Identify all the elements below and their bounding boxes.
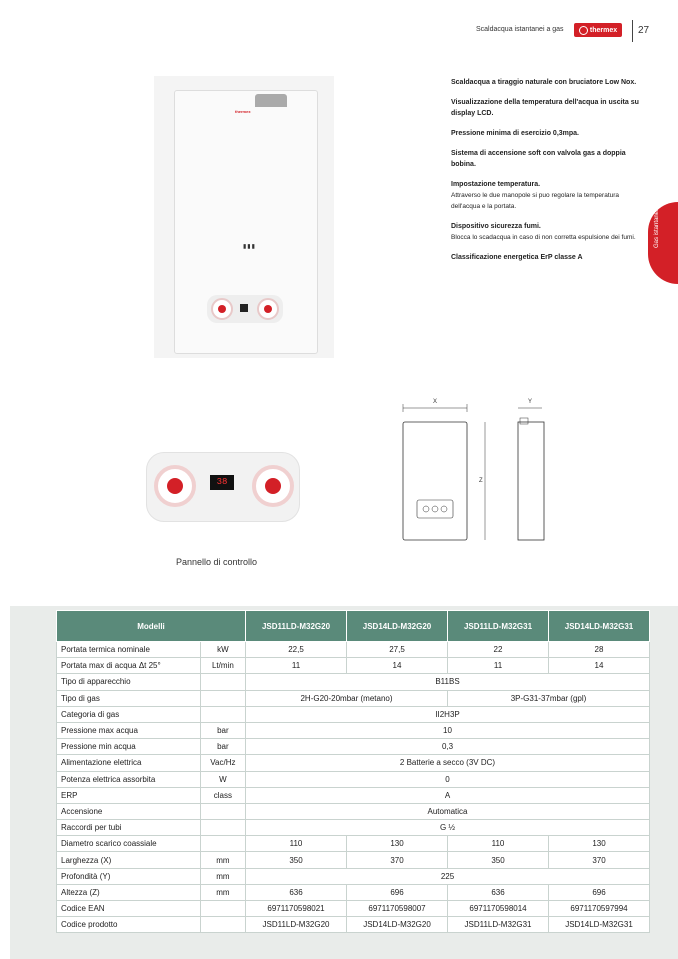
table-header: JSD14LD-M32G31 xyxy=(549,611,650,642)
table-cell: G ½ xyxy=(246,820,650,836)
temperature-knob-icon xyxy=(211,298,233,320)
section-title: Scaldacqua istantanei a gas xyxy=(476,26,564,33)
feature-item xyxy=(451,128,641,139)
row-label: Codice prodotto xyxy=(57,917,201,933)
table-cell: 3P-G31-37mbar (gpl) xyxy=(448,690,650,706)
table-cell: 0,3 xyxy=(246,739,650,755)
feature-item xyxy=(451,148,641,170)
table-cell: 6971170598021 xyxy=(246,901,347,917)
table-cell: II2H3P xyxy=(246,706,650,722)
row-unit xyxy=(200,690,245,706)
row-label: Tipo di apparecchio xyxy=(57,674,201,690)
feature-text: Attraverso le due manopole si puo regolare la temperatura dell'acqua e la portata. xyxy=(451,192,620,210)
row-unit: mm xyxy=(200,884,245,900)
table-cell: 370 xyxy=(347,852,448,868)
row-unit xyxy=(200,820,245,836)
row-unit xyxy=(200,674,245,690)
table-cell: 130 xyxy=(549,836,650,852)
row-label: Portata termica nominale xyxy=(57,642,201,658)
logo-mark-icon xyxy=(579,26,588,35)
table-cell: 130 xyxy=(347,836,448,852)
table-cell: 370 xyxy=(549,852,650,868)
table-row xyxy=(57,706,650,722)
row-label: Raccordi per tubi xyxy=(57,820,201,836)
table-row xyxy=(57,642,650,658)
row-unit: bar xyxy=(200,739,245,755)
table-cell: 0 xyxy=(246,771,650,787)
table-row xyxy=(57,803,650,819)
table-cell: 636 xyxy=(448,884,549,900)
table-cell: Automatica xyxy=(246,803,650,819)
spec-table xyxy=(56,610,650,933)
row-label: Potenza elettrica assorbita xyxy=(57,771,201,787)
table-cell: 696 xyxy=(347,884,448,900)
feature-item xyxy=(451,252,641,263)
table-cell: 2 Batterie a secco (3V DC) xyxy=(246,755,650,771)
row-unit: mm xyxy=(200,868,245,884)
technical-drawing xyxy=(395,396,500,556)
feature-title: Scaldacqua a tiraggio naturale con bruciatore Low Nox. xyxy=(451,79,637,86)
row-label: Portata max di acqua Δt 25° xyxy=(57,658,201,674)
row-unit: bar xyxy=(200,722,245,738)
table-cell: JSD14LD-M32G31 xyxy=(549,917,650,933)
row-unit: mm xyxy=(200,852,245,868)
table-cell: 6971170597994 xyxy=(549,901,650,917)
table-cell: 11 xyxy=(448,658,549,674)
table-row xyxy=(57,852,650,868)
feature-title: Dispositivo sicurezza fumi. xyxy=(451,223,541,230)
table-row xyxy=(57,690,650,706)
table-row xyxy=(57,658,650,674)
table-cell: 27,5 xyxy=(347,642,448,658)
row-label: Altezza (Z) xyxy=(57,884,201,900)
feature-title: Sistema di accensione soft con valvola gas a doppia bobina. xyxy=(451,150,626,168)
row-unit xyxy=(200,917,245,933)
table-cell: 350 xyxy=(246,852,347,868)
table-cell: 22 xyxy=(448,642,549,658)
table-cell: 696 xyxy=(549,884,650,900)
table-header: JSD11LD-M32G31 xyxy=(448,611,549,642)
table-cell: A xyxy=(246,787,650,803)
row-label: Accensione xyxy=(57,803,201,819)
row-unit xyxy=(200,836,245,852)
feature-item xyxy=(451,77,641,88)
row-label: Categoria di gas xyxy=(57,706,201,722)
table-cell: 22,5 xyxy=(246,642,347,658)
table-cell: JSD11LD-M32G31 xyxy=(448,917,549,933)
feature-item xyxy=(451,221,641,243)
dim-x-label: X xyxy=(432,399,438,405)
feature-text: Blocca lo scadacqua in caso di non corretta espulsione dei fumi. xyxy=(451,234,636,241)
table-row xyxy=(57,755,650,771)
row-unit: Lt/min xyxy=(200,658,245,674)
feature-list xyxy=(451,77,641,272)
row-unit: kW xyxy=(200,642,245,658)
table-row xyxy=(57,820,650,836)
table-row xyxy=(57,739,650,755)
side-tab-label: Gas istantanei xyxy=(654,209,660,248)
table-cell: B11BS xyxy=(246,674,650,690)
table-header: Modelli xyxy=(57,611,246,642)
row-unit: class xyxy=(200,787,245,803)
vent-slots: ▮▮▮ xyxy=(243,244,256,250)
control-panel-caption: Pannello di controllo xyxy=(176,557,258,567)
table-cell: 14 xyxy=(549,658,650,674)
row-label: Tipo di gas xyxy=(57,690,201,706)
table-cell: JSD11LD-M32G20 xyxy=(246,917,347,933)
dim-z-label: Z xyxy=(479,478,483,484)
table-cell: 110 xyxy=(448,836,549,852)
table-header: JSD14LD-M32G20 xyxy=(347,611,448,642)
side-view-drawing xyxy=(510,396,555,556)
row-label: Alimentazione elettrica xyxy=(57,755,201,771)
flow-knob-icon xyxy=(257,298,279,320)
control-panel-image xyxy=(146,452,300,522)
row-unit xyxy=(200,901,245,917)
table-cell: 11 xyxy=(246,658,347,674)
table-cell: 10 xyxy=(246,722,650,738)
table-row xyxy=(57,787,650,803)
table-row xyxy=(57,722,650,738)
feature-title: Classificazione energetica ErP classe A xyxy=(451,254,583,261)
table-row xyxy=(57,868,650,884)
feature-title: Impostazione temperatura. xyxy=(451,181,541,188)
flue-pipe xyxy=(255,94,287,107)
row-label: Profondità (Y) xyxy=(57,868,201,884)
row-label: ERP xyxy=(57,787,201,803)
table-row xyxy=(57,884,650,900)
row-label: Pressione min acqua xyxy=(57,739,201,755)
feature-item xyxy=(451,97,641,119)
row-unit: Vac/Hz xyxy=(200,755,245,771)
table-cell: 225 xyxy=(246,868,650,884)
row-unit: W xyxy=(200,771,245,787)
table-row xyxy=(57,901,650,917)
table-row xyxy=(57,836,650,852)
table-cell: 14 xyxy=(347,658,448,674)
table-cell: 636 xyxy=(246,884,347,900)
table-cell: 28 xyxy=(549,642,650,658)
dim-y-label: Y xyxy=(527,399,533,405)
row-label: Pressione max acqua xyxy=(57,722,201,738)
table-cell: JSD14LD-M32G20 xyxy=(347,917,448,933)
header-divider xyxy=(632,20,633,42)
table-cell: 6971170598014 xyxy=(448,901,549,917)
row-label: Codice EAN xyxy=(57,901,201,917)
product-image xyxy=(154,76,334,358)
water-heater-body xyxy=(174,90,318,354)
table-row xyxy=(57,771,650,787)
feature-title: Pressione minima di esercizio 0,3mpa. xyxy=(451,130,579,137)
table-row xyxy=(57,917,650,933)
lcd-display: 38 xyxy=(210,475,234,490)
heater-control-panel xyxy=(207,295,283,323)
row-label: Larghezza (X) xyxy=(57,852,201,868)
table-cell: 6971170598007 xyxy=(347,901,448,917)
feature-item xyxy=(451,179,641,212)
right-knob-icon xyxy=(252,465,294,507)
feature-title: Visualizzazione della temperatura dell'acqua in uscita su display LCD. xyxy=(451,99,639,117)
row-label: Diametro scarico coassiale xyxy=(57,836,201,852)
table-header: JSD11LD-M32G20 xyxy=(246,611,347,642)
brand-logo xyxy=(574,23,622,37)
table-cell: 350 xyxy=(448,852,549,868)
side-tab xyxy=(648,202,678,284)
left-knob-icon xyxy=(154,465,196,507)
heater-display xyxy=(240,304,248,312)
table-cell: 2H-G20-20mbar (metano) xyxy=(246,690,448,706)
logo-text: thermex xyxy=(589,26,618,34)
row-unit xyxy=(200,803,245,819)
table-cell: 110 xyxy=(246,836,347,852)
heater-logo: thermex xyxy=(235,109,251,114)
table-row xyxy=(57,674,650,690)
row-unit xyxy=(200,706,245,722)
page-number: 27 xyxy=(638,25,650,36)
